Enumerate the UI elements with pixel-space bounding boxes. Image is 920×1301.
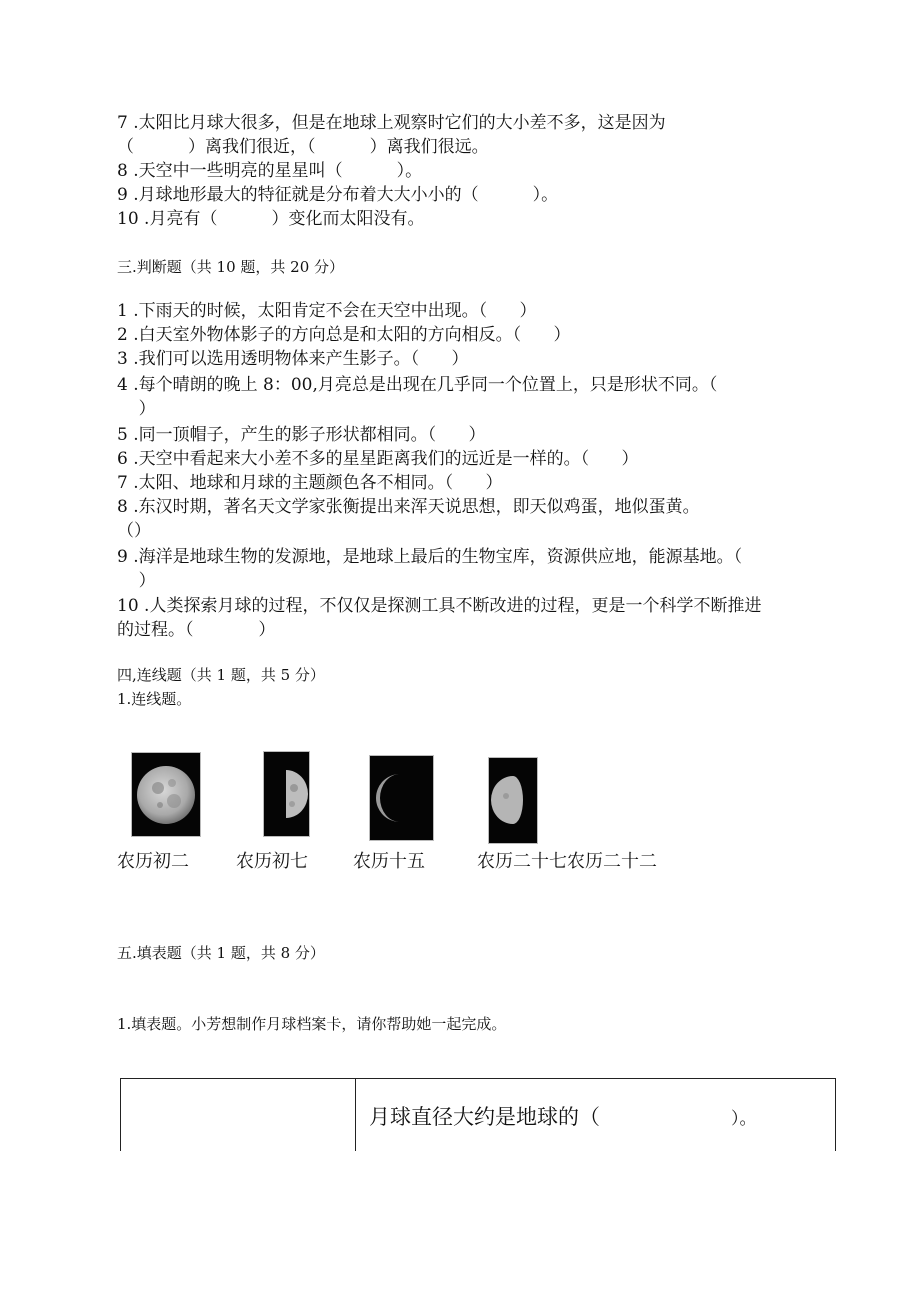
- full-moon-icon: [131, 752, 201, 837]
- judge-q6: 6 .天空中看起来大小差不多的星星距离我们的远近是一样的。（ ）: [117, 449, 639, 469]
- fill-q7-line1: 7 .太阳比月球大很多，但是在地球上观察时它们的大小差不多，这是因为: [117, 113, 666, 133]
- section-match-heading: 四,连线题（共 1 题，共 5 分）: [117, 666, 325, 684]
- section-judge-heading: 三.判断题（共 10 题，共 20 分）: [117, 258, 345, 276]
- caption-lunar-day-15: 农历十五: [353, 851, 425, 872]
- judge-q4-line2: ）: [117, 399, 156, 419]
- thin-crescent-icon: [369, 755, 434, 841]
- gibbous-crescent-icon: [488, 757, 538, 844]
- table-cell-diameter: 月球直径大约是地球的（: [369, 1105, 600, 1129]
- fill-q7-line2: （ ）离我们很近，（ ）离我们很远。: [117, 137, 489, 157]
- fill-q8: 8 .天空中一些明亮的星星叫（ ）。: [117, 161, 423, 181]
- match-question: 1.连线题。: [117, 690, 192, 708]
- moon-profile-table: [120, 1078, 836, 1151]
- caption-lunar-day-7: 农历初七: [236, 851, 308, 872]
- section-table-heading: 五.填表题（共 1 题，共 8 分）: [117, 944, 325, 962]
- table-column-divider: [355, 1079, 356, 1151]
- judge-q2: 2 .白天室外物体影子的方向总是和太阳的方向相反。（ ）: [117, 325, 571, 345]
- table-cell-blank-end: ）。: [731, 1109, 757, 1129]
- judge-q9-line1: 9 .海洋是地球生物的发源地，是地球上最后的生物宝库，资源供应地，能源基地。（: [117, 547, 743, 567]
- table-question: 1.填表题。小芳想制作月球档案卡，请你帮助她一起完成。: [117, 1015, 507, 1033]
- judge-q5: 5 .同一顶帽子，产生的影子形状都相同。（ ）: [117, 425, 486, 445]
- judge-q7: 7 .太阳、地球和月球的主题颜色各不相同。（ ）: [117, 473, 503, 493]
- judge-q10-line2: 的过程。（ ）: [117, 620, 276, 640]
- judge-q8-line2: （）: [117, 521, 151, 541]
- caption-lunar-day-27-22: 农历二十七农历二十二: [477, 851, 657, 872]
- half-moon-icon: [263, 751, 310, 837]
- judge-q4-line1: 4 .每个晴朗的晚上 8：00,月亮总是出现在几乎同一个位置上，只是形状不同。（: [117, 375, 718, 395]
- judge-q9-line2: ）: [117, 571, 156, 591]
- judge-q3: 3 .我们可以选用透明物体来产生影子。（ ）: [117, 349, 469, 369]
- caption-lunar-day-2: 农历初二: [117, 851, 189, 872]
- judge-q1: 1 .下雨天的时候，太阳肯定不会在天空中出现。（ ）: [117, 301, 537, 321]
- judge-q8-line1: 8 .东汉时期，著名天文学家张衡提出来浑天说思想，即天似鸡蛋，地似蛋黄。: [117, 497, 700, 517]
- judge-q10-line1: 10 .人类探索月球的过程，不仅仅是探测工具不断改进的过程，更是一个科学不断推进: [117, 596, 762, 616]
- fill-q10: 10 .月亮有（ ）变化而太阳没有。: [117, 209, 425, 229]
- fill-q9: 9 .月球地形最大的特征就是分布着大大小小的（ ）。: [117, 185, 559, 205]
